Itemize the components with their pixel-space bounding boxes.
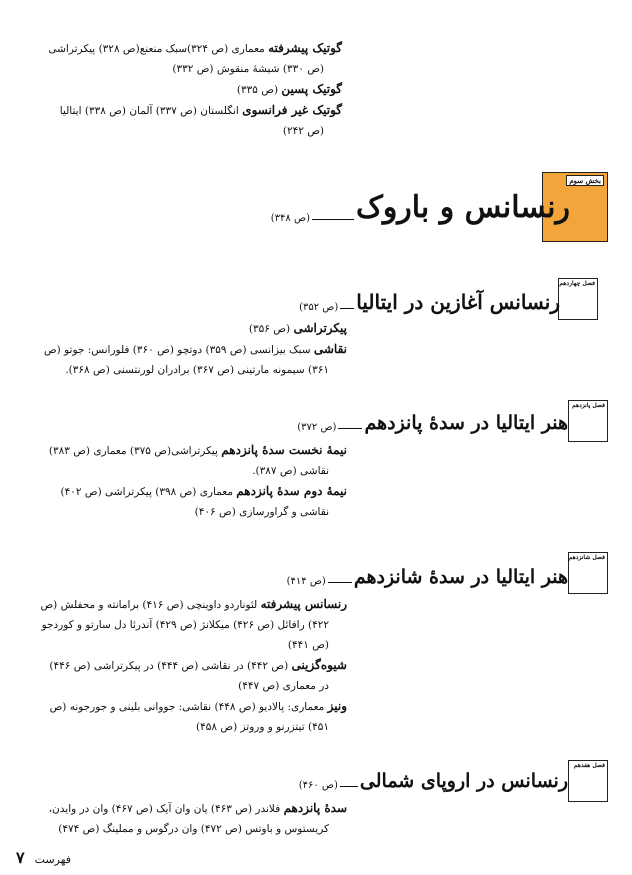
entry-line (46, 38, 342, 59)
chapter-entries (40, 594, 347, 737)
chapter-entries (48, 440, 347, 522)
entry-continuation: ۴۲۲) رافائل (ص ۴۲۶) میکلانژ (ص ۴۲۹) آندرئا دل سارتو و کوردجو (41, 619, 329, 631)
chapter-box (568, 552, 608, 594)
entry-text: پیکرتراشی(ص ۳۷۵) معماری (ص ۳۸۳) (48, 445, 218, 457)
footer-label: فهرست (34, 853, 72, 866)
part-title: رنسانس و باروک (355, 190, 570, 225)
entry-text: فلاندر (ص ۴۶۳) یان وان آیک (ص ۴۶۷) وان در وایدن، (48, 803, 281, 815)
entry-line (40, 594, 347, 615)
entry-text: (ص ۳۳۵) (236, 84, 279, 96)
chapter-title: رنسانس در اروپای شمالی (359, 770, 568, 792)
entry-continuation: ۴۵۱) تیتزرنو و وروتز (ص ۴۵۸) (196, 721, 329, 733)
entry-continuation: نقاشی و گراورسازی (ص ۴۰۶) (194, 506, 329, 518)
chapter-page: (ص ۴۶۰) (298, 780, 338, 791)
entry-continuation: (ص ۴۴۱) (287, 639, 329, 651)
entry-line (48, 440, 347, 461)
heading-rule (312, 219, 354, 220)
entry-line (46, 100, 342, 121)
entry-heading: نیمهٔ دوم سدهٔ پانزدهم (236, 484, 347, 498)
chapter-box (558, 278, 598, 320)
entry-line (51, 481, 347, 502)
chapter-title: هنر ایتالیا در سدهٔ شانزدهم (353, 566, 568, 588)
chapter-box (568, 760, 608, 802)
chapter-heading (299, 290, 560, 314)
entry-line (46, 79, 342, 100)
entry-continuation: ۳۶۱) سیمونه مارتینی (ص ۳۶۷) برادران لورنتسنی (ص ۳۶۸). (65, 364, 329, 376)
entry-text: معماری: پالادیو (ص ۴۴۸) نقاشی: جووانی بلینی و جورجونه (ص (49, 701, 325, 713)
entry-heading: ونیز (327, 699, 347, 713)
chapter-box (568, 400, 608, 442)
entry-text: معماری (ص ۳۲۴)سبک منعنع(ص ۳۲۸) پیکرتراشی (48, 43, 265, 55)
chapter-page: (ص ۳۵۲) (299, 302, 339, 313)
entry-heading: رنسانس پیشرفته (260, 597, 347, 611)
entry-continuation: کریستوس و باوتس (ص ۴۷۲) وان درگوس و مملینگ (ص ۴۷۴) (58, 823, 329, 835)
entry-continuation: (ص ۲۴۲) (282, 125, 324, 137)
entry-heading: نیمهٔ نخست سدهٔ پانزدهم (221, 443, 347, 457)
chapter-label: فصل پانزدهم (571, 402, 605, 409)
entry-heading: شیوه‌گزینی (291, 658, 347, 672)
entry-heading: گوتیک غیر فرانسوی (242, 103, 342, 117)
entry-text: (ص ۳۵۶) (248, 323, 291, 335)
chapter-title: هنر ایتالیا در سدهٔ پانزدهم (364, 412, 568, 434)
chapter-heading (287, 566, 568, 588)
chapter-label: فصل چهاردهم (559, 280, 595, 287)
page-number: ۷ (16, 848, 25, 867)
entry-text: معماری (ص ۳۹۸) پیکرتراشی (ص ۴۰۲) (60, 486, 233, 498)
chapter-page: (ص ۳۷۲) (297, 422, 337, 433)
entry-text: انگلستان (ص ۳۳۷) آلمان (ص ۳۳۸) ایتالیا (59, 105, 239, 117)
chapter-label: فصل شانزدهم (568, 554, 605, 561)
entry-heading: نقاشی (313, 342, 347, 356)
entry-heading: سدهٔ پانزدهم (283, 801, 347, 815)
entry-line (51, 318, 347, 339)
heading-rule (328, 582, 352, 583)
chapter-entries (43, 318, 347, 380)
entry-text: سبک بیزانسی (ص ۳۵۹) دوتچو (ص ۳۶۰) فلورانس: جوتو (ص (43, 344, 311, 356)
entry-line (51, 655, 347, 676)
page-footer (16, 848, 71, 867)
chapter-heading (299, 770, 568, 792)
entry-line (51, 696, 347, 717)
part-heading (271, 190, 570, 225)
entry-heading: گوتیک پسین (281, 82, 342, 96)
part-page: (ص ۳۴۸) (270, 213, 310, 224)
entry-line (48, 798, 347, 819)
entry-heading: گوتیک پیشرفته (268, 41, 342, 55)
part-label: بخش سوم (566, 175, 604, 186)
entry-heading: پیکرتراشی (293, 321, 347, 335)
chapter-page: (ص ۴۱۴) (286, 576, 326, 587)
heading-rule (340, 786, 358, 787)
chapter-entries (48, 798, 347, 839)
heading-rule (338, 428, 362, 429)
entry-continuation: (ص ۳۳۰) شیشهٔ منقوش (ص ۳۳۲) (172, 63, 324, 75)
heading-rule (340, 308, 354, 309)
entry-continuation: در معماری (ص ۴۴۷) (238, 680, 329, 692)
chapter-heading (297, 412, 568, 434)
chapter-title: رنسانس آغازین در ایتالیا (356, 290, 560, 314)
entry-continuation: نقاشی (ص ۳۸۷). (252, 465, 329, 477)
chapter-label: فصل هفدهم (573, 762, 605, 769)
gothic-entries (46, 38, 342, 141)
entry-text: (ص ۴۴۲) در نقاشی (ص ۴۴۴) در پیکرتراشی (ص ۴۴۶) (49, 660, 289, 672)
entry-line (43, 339, 347, 360)
entry-text: لئوناردو داوینچی (ص ۴۱۶) برامانته و محفلش (ص (40, 599, 258, 611)
